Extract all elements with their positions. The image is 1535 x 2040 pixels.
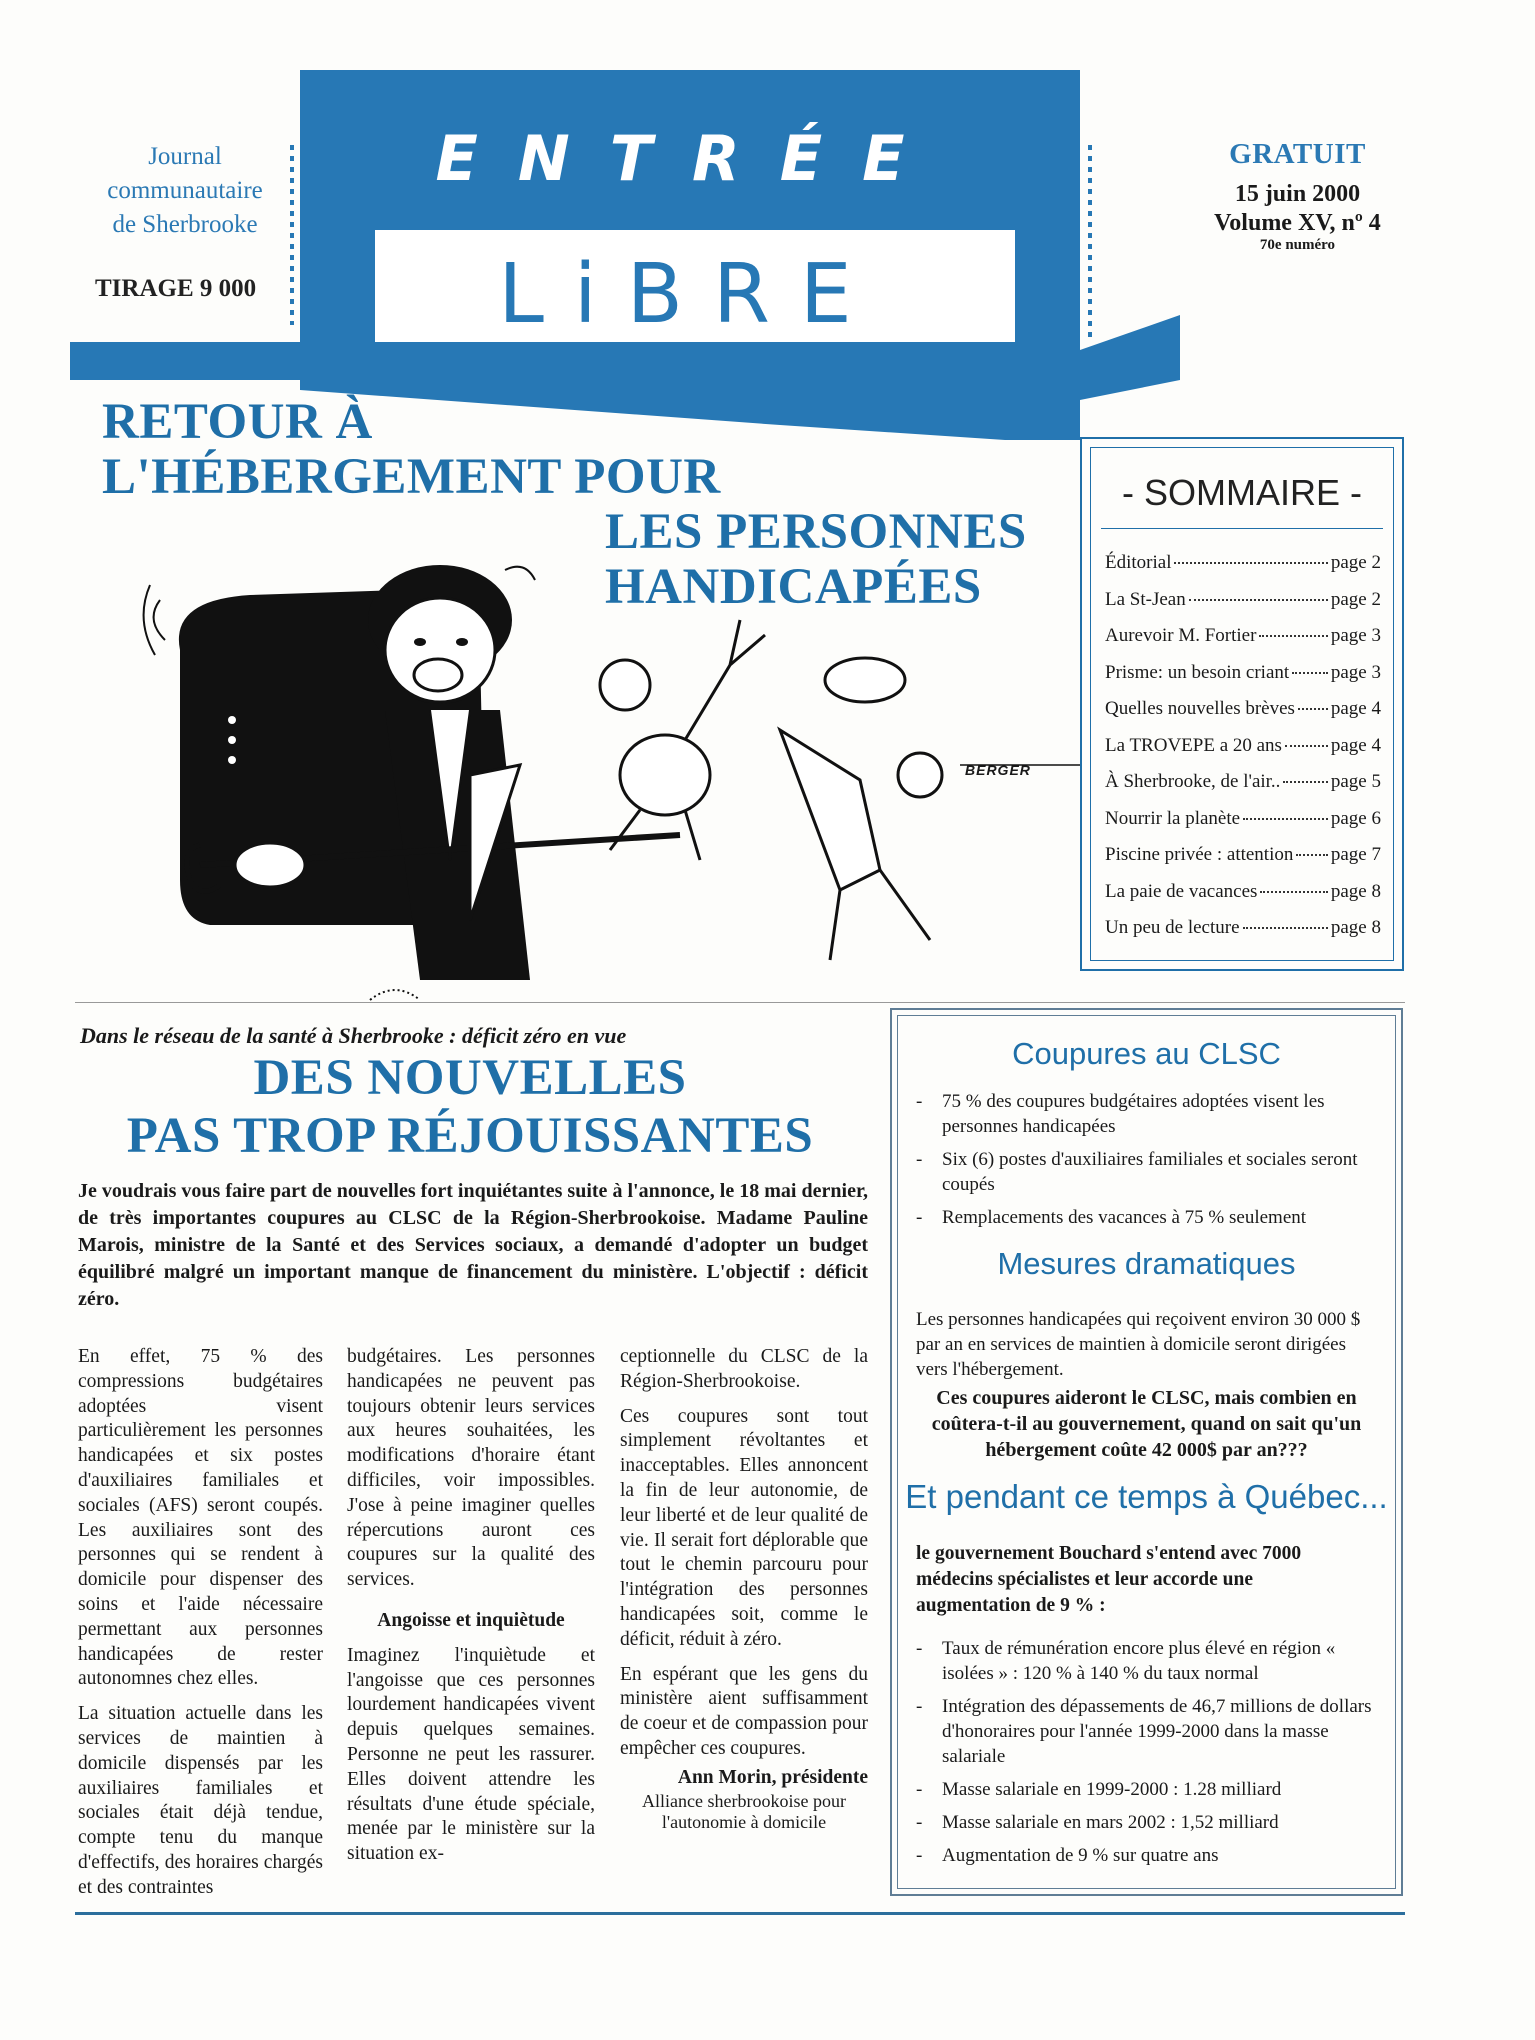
article-title-line: PAS TROP RÉJOUISSANTES (126, 1108, 814, 1164)
list-item (916, 1843, 1377, 1868)
toc-item-title: Aurevoir M. Fortier (1105, 625, 1257, 646)
list-item (916, 1089, 1377, 1139)
print-run: TIRAGE 9 000 (95, 275, 257, 302)
toc-item (1105, 917, 1381, 954)
toc-item-page: page 2 (1330, 588, 1381, 610)
sidebar-paragraph: Les personnes handicapées qui reçoivent environ 30 000 $ par an en services de maintien à domicile seront dirigées vers l'hébergement. (916, 1309, 1361, 1380)
toc-leader (1259, 635, 1327, 637)
toc-leader (1298, 708, 1328, 710)
article-paragraph: budgétaires. Les personnes handicapées ne peuvent pas toujours obtenir leurs services aux heures souhaitées, les modifications d'horaire étant difficiles, voir impossibles. J'ose à peine imaginer quelles répercutions auront ces coupures sur la qualité des services. (347, 1346, 595, 1591)
list-item-text: Masse salariale en mars 2002 : 1,52 milliard (942, 1812, 1279, 1833)
toc-item-page: page 3 (1330, 625, 1381, 646)
list-item-text: Augmentation de 9 % sur quatre ans (942, 1845, 1219, 1866)
author-organization: Alliance sherbrookoise pour l'autonomie à domicile (642, 1790, 846, 1832)
logo-bottom-word: LiBRE (498, 247, 882, 342)
sidebar-question: Ces coupures aideront le CLSC, mais combien en coûtera-t-il au gouvernement, quand on sait qu'un hébergement coûte 42 000$ par an??? (931, 1387, 1362, 1461)
toc-item-title: Prisme: un besoin criant (1105, 661, 1290, 683)
toc-list (1105, 552, 1381, 954)
list-item (916, 1147, 1377, 1197)
free-label: GRATUIT (1229, 138, 1366, 170)
toc-item-page: page 8 (1330, 917, 1381, 938)
toc-item-page: page 5 (1330, 771, 1381, 792)
logo-top-word: ENTRÉE (435, 122, 945, 195)
article-column (347, 1345, 595, 1877)
issue-date: 15 juin 2000 (1234, 181, 1361, 207)
sidebar-box (890, 1008, 1403, 1896)
toc-item-title: Nourrir la planète (1105, 807, 1241, 829)
cartoon-figure-right (780, 730, 880, 890)
article-column (620, 1345, 868, 1833)
sidebar-frame (897, 1015, 1396, 1889)
toc-item (1105, 881, 1381, 918)
article-paragraph: ceptionnelle du CLSC de la Région-Sherbrookoise. (620, 1346, 868, 1392)
list-item-text: Six (6) postes d'auxiliaires familiales et sociales seront coupés (942, 1149, 1358, 1195)
list-item-text: Intégration des dépassements de 46,7 millions de dollars d'honoraires pour l'année 1999-2000 dans la masse salariale (942, 1696, 1372, 1767)
cartoon-button (228, 736, 236, 744)
toc-item-title: Éditorial (1105, 552, 1172, 573)
sidebar-intro: le gouvernement Bouchard s'entend avec 7000 médecins spécialistes et leur accorde une augmentation de 9 % : (916, 1543, 1302, 1616)
list-item (916, 1205, 1377, 1230)
article-paragraph: Ces coupures sont tout simplement révoltantes et inacceptables. Elles annoncent la fin de leur autonomie, de leur liberté et de leur qualité de vie. Il serait fort déplorable que tout le chemin parcouru pour l'intégration des personnes handicapées soit, comme le déficit, réduit à zéro. (620, 1405, 868, 1650)
article-paragraph: En espérant que les gens du ministère aient suffisamment de coeur et de compassion pour empêcher ces coupures. (620, 1663, 868, 1759)
toc-item (1105, 625, 1381, 662)
list-item (916, 1636, 1377, 1686)
toc-item-page: page 2 (1330, 552, 1381, 573)
author-name: Ann Morin, présidente (677, 1766, 868, 1788)
cartoon-figure-left (620, 735, 710, 815)
issue-number: 70e numéro (1259, 237, 1336, 253)
measures-list (916, 1636, 1377, 1876)
bullet-dash: - (916, 1779, 923, 1800)
journal-line: de Sherbrooke (112, 211, 258, 238)
toc-item-title: Un peu de lecture (1105, 917, 1240, 938)
article-lede: Je voudrais vous faire part de nouvelles fort inquiétantes suite à l'annonce, le 18 mai dernier, de très importantes coupures au CLSC de la Région-Sherbrookoise. Madame Pauline Marois, ministre de la Santé et des Services sociaux, a demandé d'adopter un budget équilibré malgré un important manque de financement du ministère. L'objectif : déficit zéro. (78, 1180, 868, 1310)
list-item (916, 1810, 1377, 1835)
bullet-dash: - (916, 1696, 923, 1717)
headline-line: L'HÉBERGEMENT POUR (102, 449, 721, 505)
toc-leader (1243, 818, 1328, 820)
toc-item-title: Quelles nouvelles brèves (1105, 698, 1295, 719)
article-subhead: Angoisse et inquiètude (377, 1609, 565, 1631)
headline-line: HANDICAPÉES (605, 559, 982, 615)
toc-leader (1296, 854, 1328, 856)
toc-leader (1292, 672, 1328, 674)
toc-leader (1243, 927, 1328, 929)
bullet-dash: - (916, 1207, 923, 1228)
masthead-band-stub (1080, 315, 1180, 400)
list-item (916, 1694, 1377, 1769)
article-title-line: DES NOUVELLES (253, 1050, 687, 1106)
cartoon-illustration (140, 560, 1080, 1020)
cartoonist-signature: BERGER (965, 762, 1031, 778)
toc-item-title: La St-Jean (1105, 588, 1186, 610)
toc-frame (1090, 447, 1394, 961)
toc-item (1105, 808, 1381, 845)
toc-item-page: page 7 (1330, 844, 1381, 865)
page-bottom-rule (75, 1912, 1405, 1915)
toc-item (1105, 662, 1381, 699)
toc-item-page: page 8 (1330, 880, 1381, 902)
toc-leader (1283, 781, 1327, 783)
bullet-dash: - (916, 1149, 923, 1170)
article-column (78, 1345, 323, 1911)
cartoon-button (228, 716, 236, 724)
list-item-text: 75 % des coupures budgétaires adoptées visent les personnes handicapées (942, 1091, 1325, 1137)
toc-item (1105, 771, 1381, 808)
article-kicker: Dans le réseau de la santé à Sherbrooke : déficit zéro en vue (80, 1023, 627, 1048)
toc-leader (1174, 562, 1327, 564)
article-paragraph: Imaginez l'inquiètude et l'angoisse que ces personnes lourdement handicapées vivent depuis quelques semaines. Personne ne peut les rassurer. Elles doivent attendre les résultats d'une étude spéciale, menée par le ministère sur la situation ex- (347, 1644, 595, 1865)
list-item-text: Masse salariale en 1999-2000 : 1.28 milliard (942, 1779, 1282, 1800)
headline-line: LES PERSONNES (605, 504, 1027, 560)
cartoon-button (228, 756, 236, 764)
toc-item-page: page 6 (1330, 807, 1381, 829)
toc-item-title: La paie de vacances (1105, 880, 1258, 902)
list-item-text: Taux de rémunération encore plus élevé en région « isolées » : 120 % à 140 % du taux normal (942, 1638, 1336, 1684)
article-paragraph: La situation actuelle dans les services de maintien à domicile dispensés par les auxiliaires familiales et sociales était déjà tendue, compte tenu du manque d'effectifs, des horaires chargés et des contraintes (78, 1703, 323, 1898)
toc-item (1105, 735, 1381, 772)
sidebar-heading: Coupures au CLSC (1012, 1036, 1281, 1071)
section-divider (75, 1002, 1405, 1003)
toc-title: - SOMMAIRE - (1122, 472, 1362, 513)
list-item-text: Remplacements des vacances à 75 % seulement (942, 1207, 1307, 1228)
toc-leader (1189, 599, 1328, 601)
toc-leader (1285, 745, 1328, 747)
issue-volume: Volume XV, nº 4 (1214, 210, 1381, 236)
journal-line: Journal (148, 143, 222, 170)
bullet-dash: - (916, 1638, 923, 1659)
toc-item-page: page 4 (1330, 734, 1381, 756)
toc-item (1105, 589, 1381, 626)
journal-line: communautaire (107, 177, 263, 204)
bullet-dash: - (916, 1812, 923, 1833)
toc-item-page: page 3 (1330, 661, 1381, 683)
toc-rule (1101, 528, 1383, 529)
toc-item (1105, 844, 1381, 881)
bullet-dash: - (916, 1091, 923, 1112)
toc-item-title: Piscine privée : attention (1105, 844, 1294, 865)
toc-item-title: À Sherbrooke, de l'air.. (1105, 771, 1281, 792)
list-item (916, 1777, 1377, 1802)
issue-info (1205, 138, 1390, 254)
cuts-list (916, 1089, 1377, 1238)
toc-item (1105, 698, 1381, 735)
toc-item-title: La TROVEPE a 20 ans (1105, 734, 1282, 756)
toc-leader (1260, 891, 1327, 893)
toc-item-page: page 4 (1330, 698, 1381, 719)
sidebar-heading: Mesures dramatiques (997, 1246, 1296, 1281)
toc-item (1105, 552, 1381, 589)
sidebar-heading: Et pendant ce temps à Québec... (905, 1478, 1388, 1515)
bullet-dash: - (916, 1845, 923, 1866)
table-of-contents (1080, 437, 1404, 971)
article-paragraph: En effet, 75 % des compressions budgétaires adoptées visent particulièrement les personnes handicapées et six postes d'auxiliaires familiales et sociales (AFS) seront coupés. Les auxiliaires sont des personnes qui se rendent à domicile pour dispenser des soins et l'aide nécessaire permettant aux personnes handicapées de rester autonomnes chez elles. (78, 1346, 323, 1690)
headline-line: RETOUR À (102, 394, 373, 450)
